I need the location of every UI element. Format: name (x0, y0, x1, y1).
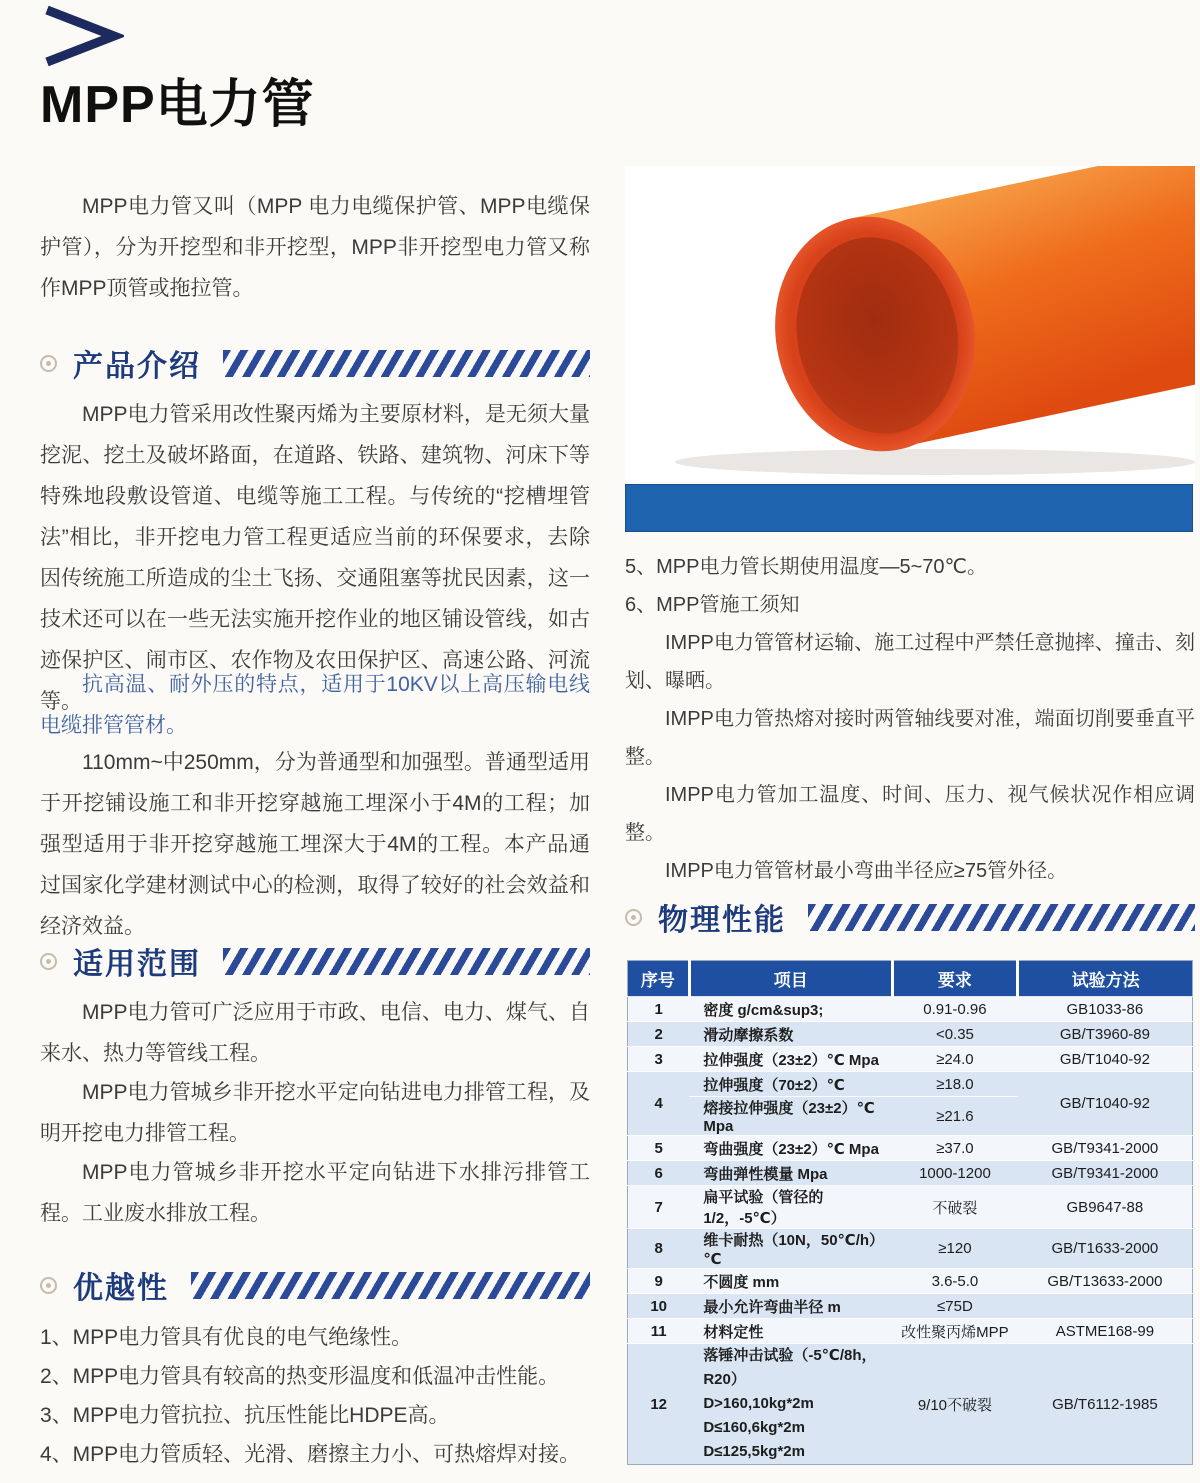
table-row: 6 弯曲弹性模量 Mpa 1000-1200 GB/T9341-2000 (628, 1161, 1193, 1186)
paragraph-highlight: 抗高温、耐外压的特点，适用于10KV以上高压输电线电缆排管管材。 (40, 673, 590, 737)
table-row: 5 弯曲强度（23±2）℃ Mpa ≥37.0 GB/T9341-2000 (628, 1136, 1193, 1161)
section-title: 优越性 (73, 1272, 169, 1305)
column-header: 序号 (628, 961, 690, 997)
paragraph: 110mm~中250mm，分为普通型和加强型。普通型适用于开挖铺设施工和非开挖穿越施工埋深小于4M的工程；加强型适用于非开挖穿越施工埋深大于4M的工程。本产品通过国家化学建材测试中心的检测，取得了较好的社会效益和经济效益。 (40, 751, 590, 938)
table-row: 熔接拉伸强度（23±2）℃ Mpa ≥21.6 (628, 1097, 1193, 1136)
hatch-decoration (223, 350, 590, 377)
section-heading-advantages (40, 1268, 590, 1305)
section-title: 适用范围 (73, 948, 201, 981)
note-sub-item: IMPP电力管加工温度、时间、压力、视气候状况作相应调整。 (625, 784, 1195, 844)
physical-properties-table (627, 960, 1193, 1465)
section-title: 物理性能 (658, 904, 786, 937)
hatch-decoration (223, 948, 590, 975)
mpp-pipe-image (625, 166, 1195, 482)
hatch-decoration (191, 1272, 590, 1299)
column-header: 要求 (892, 961, 1018, 997)
table-header-row (628, 961, 1193, 997)
column-header: 试验方法 (1018, 961, 1193, 997)
note-sub-item: IMPP电力管热熔对接时两管轴线要对准，端面切削要垂直平整。 (625, 708, 1195, 768)
list-item: 3、MPP电力管抗拉、抗压性能比HDPE高。 (40, 1404, 450, 1427)
paragraph: MPP电力管可广泛应用于市政、电信、电力、煤气、自来水、热力等管线工程。 (40, 1001, 590, 1065)
table-row: 4 拉伸强度（70±2）℃ ≥18.0 GB/T1040-92 (628, 1072, 1193, 1097)
table-row: 10 最小允许弯曲半径 m ≤75D (628, 1294, 1193, 1319)
table-row: 11 材料定性 改性聚丙烯MPP ASTME168-99 (628, 1319, 1193, 1344)
column-header: 项目 (689, 961, 892, 997)
section-bullet-icon (40, 355, 57, 372)
note-item: 6、MPP管施工须知 (625, 594, 800, 616)
paragraph: MPP电力管城乡非开挖水平定向钻进下水排污排管工程。工业废水排放工程。 (40, 1161, 590, 1225)
table-row: 9 不圆度 mm 3.6-5.0 GB/T13633-2000 (628, 1269, 1193, 1294)
list-item: 2、MPP电力管具有较高的热变形温度和低温冲击性能。 (40, 1365, 560, 1388)
paragraph: MPP电力管城乡非开挖水平定向钻进电力排管工程，及明开挖电力排管工程。 (40, 1081, 590, 1145)
paragraph: MPP电力管采用改性聚丙烯为主要原材料，是无须大量挖泥、挖土及破坏路面，在道路、铁路、建筑物、河床下等特殊地段敷设管道、电缆等施工工程。与传统的“挖槽埋管法”相比，非开挖电力管工程更适应当前的环保要求，去除因传统施工所造成的尘土飞扬、交通阻塞等扰民因素，这一技术还可以在一些无法实施开挖作业的地区铺设管线，如古迹保护区、闹市区、农作物及农田保护区、高速公路、河流等。 (40, 403, 590, 713)
table-row: 12 落锤冲击试验（-5℃/8h，R20） D>160,10kg*2m D≤160,6kg*2m D≤125,5kg*2m 9/10不破裂 GB/T6112-1985 (628, 1344, 1193, 1465)
left-column (40, 0, 590, 1483)
note-sub-item: IMPP电力管管材最小弯曲半径应≥75管外径。 (665, 860, 1068, 882)
section-heading-application-range (40, 944, 590, 981)
lead-paragraph: MPP电力管又叫（MPP 电力电缆保护管、MPP电缆保护管），分为开挖型和非开挖型，MPP非开挖型电力管又称作MPP顶管或拖拉管。 (40, 195, 590, 300)
section-heading-physical-properties (625, 900, 1195, 937)
section-bullet-icon (40, 1277, 57, 1294)
table-row: 7 扁平试验（管径的1/2，-5℃） 不破裂 GB9647-88 (628, 1186, 1193, 1229)
list-item: 4、MPP电力管质轻、光滑、磨擦主力小、可热熔焊对接。 (40, 1443, 581, 1466)
note-item: 5、MPP电力管长期使用温度—5~70℃。 (625, 556, 987, 578)
section-bullet-icon (40, 953, 57, 970)
hatch-decoration (808, 904, 1195, 931)
list-item: 1、MPP电力管具有优良的电气绝缘性。 (40, 1326, 413, 1349)
section-title: 产品介绍 (73, 350, 201, 383)
page-title: MPP电力管 (40, 76, 315, 134)
notes-block (625, 548, 1195, 890)
table-row: 2 滑动摩擦系数 <0.35 GB/T3960-89 (628, 1022, 1193, 1047)
chevron-icon (40, 4, 124, 68)
note-sub-item: IMPP电力管管材运输、施工过程中严禁任意抛摔、撞击、刻划、曝晒。 (625, 632, 1195, 692)
pipe-photo (625, 166, 1195, 482)
table-row: 3 拉伸强度（23±2）℃ Mpa ≥24.0 GB/T1040-92 (628, 1047, 1193, 1072)
section-heading-product-intro (40, 346, 590, 383)
table-row: 8 维卡耐热（10N，50℃/h）℃ ≥120 GB/T1633-2000 (628, 1229, 1193, 1269)
right-column (625, 0, 1195, 1483)
table-row: 1 密度 g/cm&sup3; 0.91-0.96 GB1033-86 (628, 997, 1193, 1022)
blue-divider-bar (625, 484, 1193, 532)
advantages-list (40, 1318, 590, 1474)
section-bullet-icon (625, 909, 642, 926)
